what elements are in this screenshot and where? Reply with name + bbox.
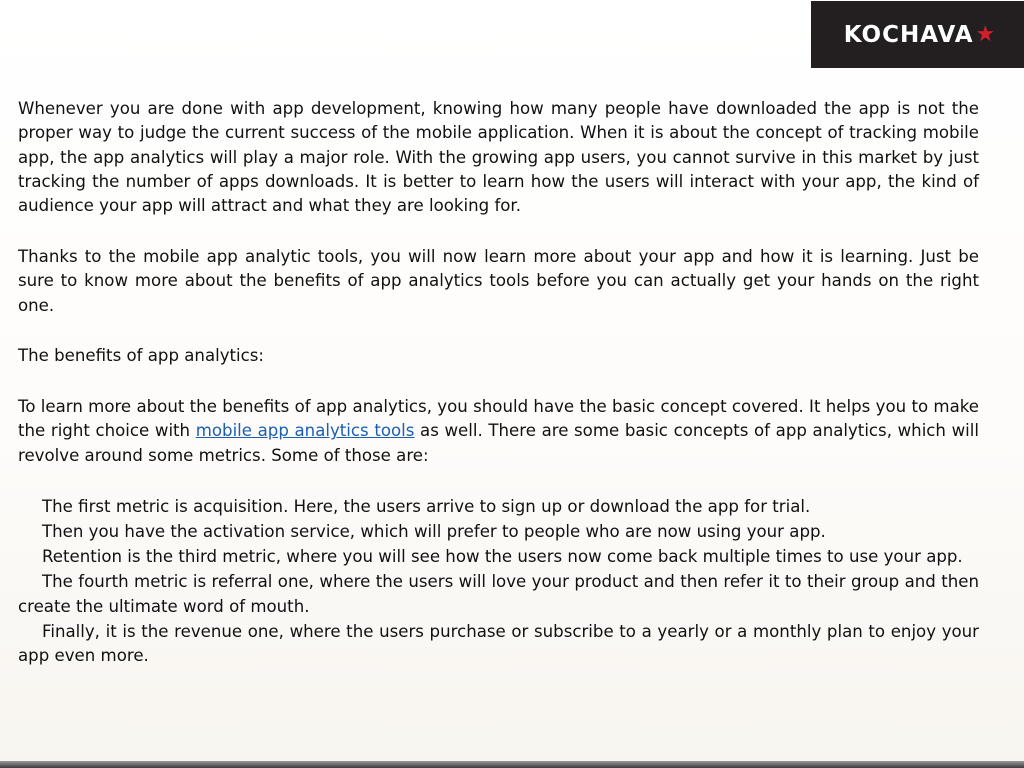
basic-concept-paragraph (18, 395, 979, 468)
list-item-referral: The fourth metric is referral one, where the users will love your product and then refer it to their group and then create the ultimate word of mouth. (18, 572, 979, 616)
list-item-retention: Retention is the third metric, where you will see how the users now come back multiple times to use your app. (42, 547, 963, 567)
article-body (18, 97, 979, 670)
list-item-revenue: Finally, it is the revenue one, where the users purchase or subscribe to a yearly or a monthly plan to enjoy your app even more. (18, 622, 979, 666)
metrics-list (18, 495, 979, 669)
analytics-tools-paragraph: Thanks to the mobile app analytic tools, you will now learn more about your app and how it is learning. Just be sure to know more about the benefits of app analytics tools before you can actually get your hands on the right one. (18, 246, 979, 315)
logo-wordmark: KOCHAVA (843, 21, 974, 48)
benefits-heading: The benefits of app analytics: (18, 346, 265, 366)
bottom-divider (0, 761, 1024, 768)
kochava-logo (811, 1, 1024, 68)
mobile-app-analytics-tools-link[interactable]: mobile app analytics tools (195, 421, 415, 441)
star-icon: ★ (975, 21, 996, 47)
list-item-acquisition: The first metric is acquisition. Here, the users arrive to sign up or download the app for trial. (42, 496, 811, 516)
list-item-activation: Then you have the activation service, which will prefer to people who are now using your app. (42, 521, 826, 541)
basic-concept-text-end: as well. There are some basic concepts of app analytics, which will revolve around some metrics. Some of those are: (18, 421, 979, 465)
basic-concept-text-start: To learn more about the benefits of app analytics, you should have the basic concept covered. It helps you to make the right choice with (18, 397, 979, 441)
intro-paragraph: Whenever you are done with app development, knowing how many people have downloaded the app is not the proper way to judge the current success of the mobile application. When it is about the concept of tracking mobile app, the app analytics will play a major role. With the growing app users, you cannot survive in this market by just tracking the number of apps downloads. It is better to learn how the users will interact with your app, the kind of audience your app will attract and what they are looking for. (18, 99, 979, 216)
